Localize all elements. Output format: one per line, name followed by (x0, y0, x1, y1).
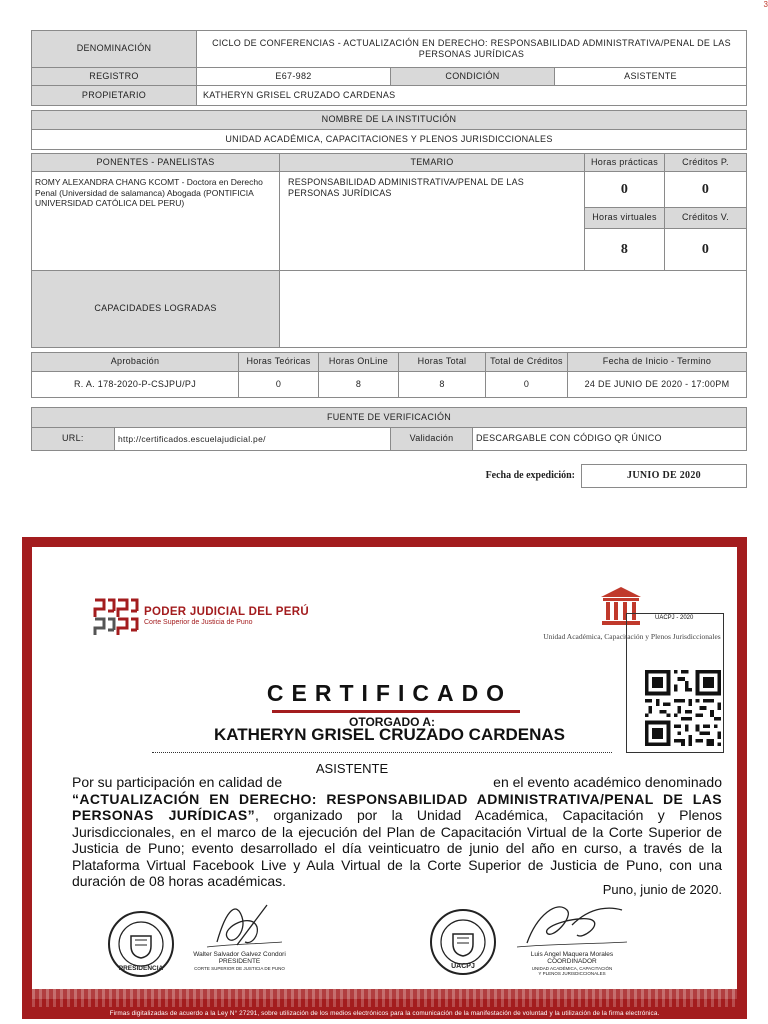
aprobacion-value: R. A. 178-2020-P-CSJPU/PJ (31, 371, 239, 398)
creditos-v-value: 0 (664, 228, 747, 271)
total-creditos-label: Total de Créditos (485, 352, 568, 372)
horas-virtuales-value: 8 (584, 228, 665, 271)
horas-teoricas-label: Horas Teóricas (238, 352, 319, 372)
temario-label: TEMARIO (279, 153, 585, 172)
seal-2-text: UACPJ (451, 963, 475, 970)
total-creditos-value: 0 (485, 371, 568, 398)
horas-online-value: 8 (318, 371, 399, 398)
sig1-role: PRESIDENTE (218, 958, 261, 966)
corner-mark: 3 (763, 0, 768, 9)
qr-code-icon[interactable] (643, 670, 723, 746)
horas-virtuales-label: Horas virtuales (584, 207, 665, 229)
signature-2-icon (512, 895, 632, 957)
uacpj-seal-icon (429, 908, 497, 976)
seal-1-text: PRESIDENCIA (118, 965, 164, 972)
propietario-value: KATHERYN GRISEL CRUZADO CARDENAS (196, 85, 747, 106)
body-line-1a: Por su participación en calidad de (72, 774, 283, 790)
certificate-footer: Firmas digitalizadas de acuerdo a la Ley N° 27291, sobre utilización de los medios electrónicos para la comunicación de la manifestación de voluntad y la utilización de la firma electrónica. (109, 1009, 660, 1017)
expedicion-label: Fecha de expedición: (485, 470, 575, 481)
validacion-label: Validación (390, 427, 473, 451)
calidad-value: ASISTENTE (315, 761, 389, 776)
signature-2-block (507, 951, 637, 976)
signature-1-block (177, 951, 302, 971)
body-line-7: duración de 08 horas académicas. (72, 873, 287, 889)
horas-practicas-label: Horas prácticas (584, 153, 665, 172)
horas-total-value: 8 (398, 371, 486, 398)
capacidades-value (279, 270, 747, 348)
presidencia-seal-icon (107, 910, 175, 978)
fuente-label: FUENTE DE VERIFICACIÓN (31, 407, 747, 428)
dotted-line (152, 752, 612, 753)
body-line-2: “ACTUALIZACIÓN EN DERECHO: RESPONSABILIDAD ADMINISTRATIVA/PENAL DE LAS (72, 790, 722, 807)
fecha-label: Fecha de Inicio - Termino (567, 352, 747, 372)
horas-online-label: Horas OnLine (318, 352, 399, 372)
body-line-3a: PERSONAS JURÍDICAS” (72, 807, 256, 823)
sig2-name: Luis Angel Maquera Morales (530, 951, 614, 958)
denominacion-value: CICLO DE CONFERENCIAS - ACTUALIZACIÓN EN DERECHO: RESPONSABILIDAD ADMINISTRATIVA/PENAL DE LAS PERSONAS JURÍDICAS (196, 30, 747, 68)
ponentes-label: PONENTES - PANELISTAS (31, 153, 280, 172)
registro-value: E67-982 (196, 67, 391, 86)
body-line-6: Plataforma Virtual Facebook Live y Aula Virtual de la Corte Superior de Justicia de Puno, con una (72, 856, 722, 873)
creditos-v-label: Créditos V. (664, 207, 747, 229)
sig2-org-2: Y PLENOS JURISDICCIONALES (538, 971, 606, 977)
url-link[interactable]: http://certificados.escuelajudicial.pe/ (114, 427, 391, 451)
horas-total-label: Horas Total (398, 352, 486, 372)
institucion-label: NOMBRE DE LA INSTITUCIÓN (31, 110, 747, 130)
validacion-value: DESCARGABLE CON CÓDIGO QR ÚNICO (472, 427, 747, 451)
ponentes-value: ROMY ALEXANDRA CHANG KCOMT - Doctora en Derecho Penal (Universidad de salamanca) Abogada (PONTIFICIA UNIVERSIDAD CATÓLICA DEL PERU) (31, 171, 280, 271)
institucion-value: UNIDAD ACADÉMICA, CAPACITACIONES Y PLENOS JURISDICCIONALES (31, 129, 747, 150)
institution-name: PODER JUDICIAL DEL PERÚ (144, 606, 309, 618)
condicion-value: ASISTENTE (554, 67, 747, 86)
body-line-5: Justicia de Puno; evento desarrollado el día veinticuatro de junio del año en curso, a través de la (72, 840, 722, 856)
certificate-title: CERTIFICADO (266, 680, 513, 706)
creditos-p-value: 0 (664, 171, 747, 208)
expedicion-value: JUNIO DE 2020 (581, 464, 747, 488)
sig1-org: CORTE SUPERIOR DE JUSTICIA DE PUNO (194, 965, 285, 971)
creditos-p-label: Créditos P. (664, 153, 747, 172)
poder-judicial-logo-icon (92, 597, 140, 637)
sig2-role: COORDINADOR (547, 958, 597, 966)
certificate-text (72, 774, 722, 890)
otorgado-label: OTORGADO A: (349, 715, 435, 729)
condicion-label: CONDICIÓN (390, 67, 555, 86)
body-line-1b: en el evento académico denominado (493, 774, 722, 790)
sig2-org-1: UNIDAD ACADÉMICA, CAPACITACIÓN (531, 965, 613, 971)
aprobacion-label: Aprobación (31, 352, 239, 372)
qr-label: UACPJ - 2020 (655, 615, 694, 621)
place-date: Puno, junio de 2020. (602, 882, 722, 897)
unit-name: Unidad Académica, Capacitación y Plenos Jurisdiccionales (543, 632, 721, 641)
fecha-value: 24 DE JUNIO DE 2020 - 17:00PM (567, 371, 747, 398)
recipient-name: KATHERYN GRISEL CRUZADO CARDENAS (213, 725, 566, 744)
capacidades-label: CAPACIDADES LOGRADAS (31, 270, 280, 348)
url-label: URL: (31, 427, 115, 451)
certificate-body (32, 547, 737, 999)
propietario-label: PROPIETARIO (31, 85, 197, 106)
horas-practicas-value: 0 (584, 171, 665, 208)
title-underline (272, 710, 520, 713)
registro-label: REGISTRO (31, 67, 197, 86)
signature-1-icon (197, 897, 287, 957)
institution-sub: Corte Superior de Justicia de Puno (144, 619, 253, 626)
denominacion-label: DENOMINACIÓN (31, 30, 197, 68)
body-line-4: Jurisdiccionales, en el marco de la ejecución del Plan de Capacitación Virtual de la Corte Superior de (72, 823, 722, 840)
decorative-border-pattern (32, 989, 737, 1007)
temario-value: RESPONSABILIDAD ADMINISTRATIVA/PENAL DE LAS PERSONAS JURÍDICAS (279, 171, 585, 271)
certificate (22, 537, 747, 1019)
body-line-3b: , organizado por la Unidad Académica, Capacitación y Plenos (255, 807, 722, 823)
horas-teoricas-value: 0 (238, 371, 319, 398)
sig1-name: Walter Salvador Galvez Condori (193, 951, 286, 958)
